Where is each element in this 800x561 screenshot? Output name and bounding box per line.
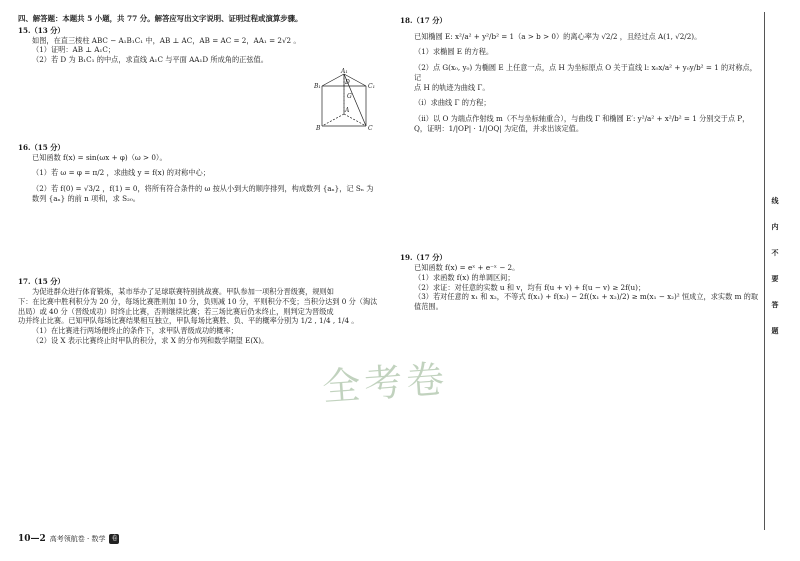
q19-number: 19.（17 分）: [400, 253, 447, 263]
prism-figure: [314, 68, 380, 134]
q16-part1: （1）若 ω = φ = π/2 ，求曲线 y = f(x) 的对称中心；: [32, 168, 210, 178]
q18-part1: （1）求椭圆 E 的方程。: [414, 47, 494, 57]
page-footer: [18, 534, 119, 544]
q18-part2-cont: 点 H 的轨迹为曲线 Γ。: [414, 82, 490, 92]
side-char: 要: [771, 274, 779, 283]
section-header: 四、解答题：本题共 5 小题，共 77 分。解答应写出文字说明、证明过程或演算步骤。: [18, 14, 303, 23]
q19-part3-cont: 值范围。: [414, 302, 443, 312]
q19-stem: 已知函数 f(x) = eˣ + e⁻ˣ − 2。: [414, 263, 520, 273]
label-a1: A₁: [341, 68, 348, 75]
q18-part2-ii-cont: Q，证明：1/|OP| · 1/|OQ| 为定值，并求出该定值。: [414, 123, 584, 133]
q15-stem: 如图，在直三棱柱 ABC − A₁B₁C₁ 中，AB ⊥ AC，AB = AC = 2，AA₁ = 2√2 。: [32, 35, 301, 45]
q17-line1: 为促进群众进行体育锻炼，某市举办了足球联赛特别挑战赛。甲队参加一项积分晋级赛，规则如: [32, 287, 334, 297]
side-char: 内: [771, 222, 779, 231]
brand-logo-icon: 卷: [111, 535, 118, 542]
q18-number: 18.（17 分）: [400, 16, 447, 25]
q17-part1: （1）在比赛进行两场便终止的条件下，求甲队晋级成功的概率；: [32, 326, 238, 336]
side-char: 线: [771, 196, 779, 205]
q17-part2: （2）设 X 表示比赛终止时甲队的积分，求 X 的分布列和数学期望 E(X)。: [32, 335, 269, 345]
q18-part2-i: （i）求曲线 Γ 的方程；: [414, 98, 491, 108]
binding-line: [764, 12, 765, 530]
footer-text: 高考领航卷 · 数学: [49, 535, 106, 543]
side-char: 不: [771, 248, 779, 257]
q16-stem: 已知函数 f(x) = sin(ωx + φ)（ω > 0）。: [32, 152, 167, 162]
label-a: A: [345, 107, 350, 114]
side-char: 题: [771, 326, 779, 335]
q16-part2: （2）若 f(0) = √3/2 ，f(1) = 0，将所有符合条件的 ω 按从小到大的顺序排列，构成数列 {aₙ}，记 Sₙ 为: [32, 184, 374, 194]
q17-line4: 功并终止比赛。已知甲队每场比赛结果相互独立，甲队每场比赛胜、负、平的概率分别为 1/2 , 1/4 , 1/4 。: [18, 316, 359, 326]
q18-stem: 已知椭圆 E: x²/a² + y²/b² = 1（a > b > 0）的离心率为 √2/2 ，且经过点 A(1, √2/2)。: [414, 31, 702, 41]
left-column: [18, 14, 390, 345]
right-column: [400, 14, 762, 312]
q15-part2: （2）若 D 为 B₁C₁ 的中点，求直线 A₁C 与平面 AA₁D 所成角的正弦值。: [32, 55, 268, 65]
q18-part2-ii: （ii）以 O 为端点作射线 m（不与坐标轴重合），与曲线 Γ 和椭圆 E′: y²/a² + x²/b² = 1 分别交于点 P，: [414, 114, 750, 124]
q17-number: 17.（15 分）: [18, 277, 65, 287]
label-b: B: [316, 125, 321, 132]
label-c: C: [368, 125, 373, 132]
label-c1: C₁: [368, 83, 375, 90]
q19-part3: （3）若对任意的 x₁ 和 x₂，不等式 f(x₁) + f(x₂) − 2f((x₁ + x₂)/2) ≥ m(x₁ − x₂)² 恒成立，求实数 m 的取: [414, 292, 759, 302]
side-notice: [768, 196, 782, 352]
q19-part2: （2）求证：对任意的实数 u 和 v，均有 f(u + v) + f(u − v) ≥ 2f(u)；: [414, 282, 646, 292]
q15-number: 15.（13 分）: [18, 25, 65, 35]
label-b1: B₁: [314, 83, 321, 90]
q15-part1: （1）证明：AB ⊥ A₁C；: [32, 45, 116, 55]
page-number: 10—2: [18, 534, 46, 544]
watermark: 全考卷: [320, 356, 450, 410]
q17-line2: 下：在比赛中胜利积分为 20 分，每场比赛胜则加 10 分，负则减 10 分，平则积分不变；当积分达到 0 分（淘汰: [18, 296, 378, 306]
label-d: D: [345, 79, 350, 86]
q16-number: 16.（15 分）: [18, 142, 65, 152]
q19-part1: （1）求函数 f(x) 的单调区间；: [414, 272, 515, 282]
q18-part2: （2）点 G(x₀, y₀) 为椭圆 E 上任意一点，点 H 为坐标原点 O 关于直线 l: x₀x/a² + y₀y/b² = 1 的对称点，记: [414, 63, 757, 82]
q16-part2-cont: 数列 {aₙ} 的前 n 项和，求 S₂₀。: [32, 193, 140, 203]
q17-line3: 出局）或 40 分（晋级成功）时终止比赛，否则继续比赛；若三场比赛后仍未终止，则判定为晋级成: [18, 306, 334, 316]
label-g: G: [347, 93, 352, 100]
side-char: 答: [771, 300, 779, 309]
